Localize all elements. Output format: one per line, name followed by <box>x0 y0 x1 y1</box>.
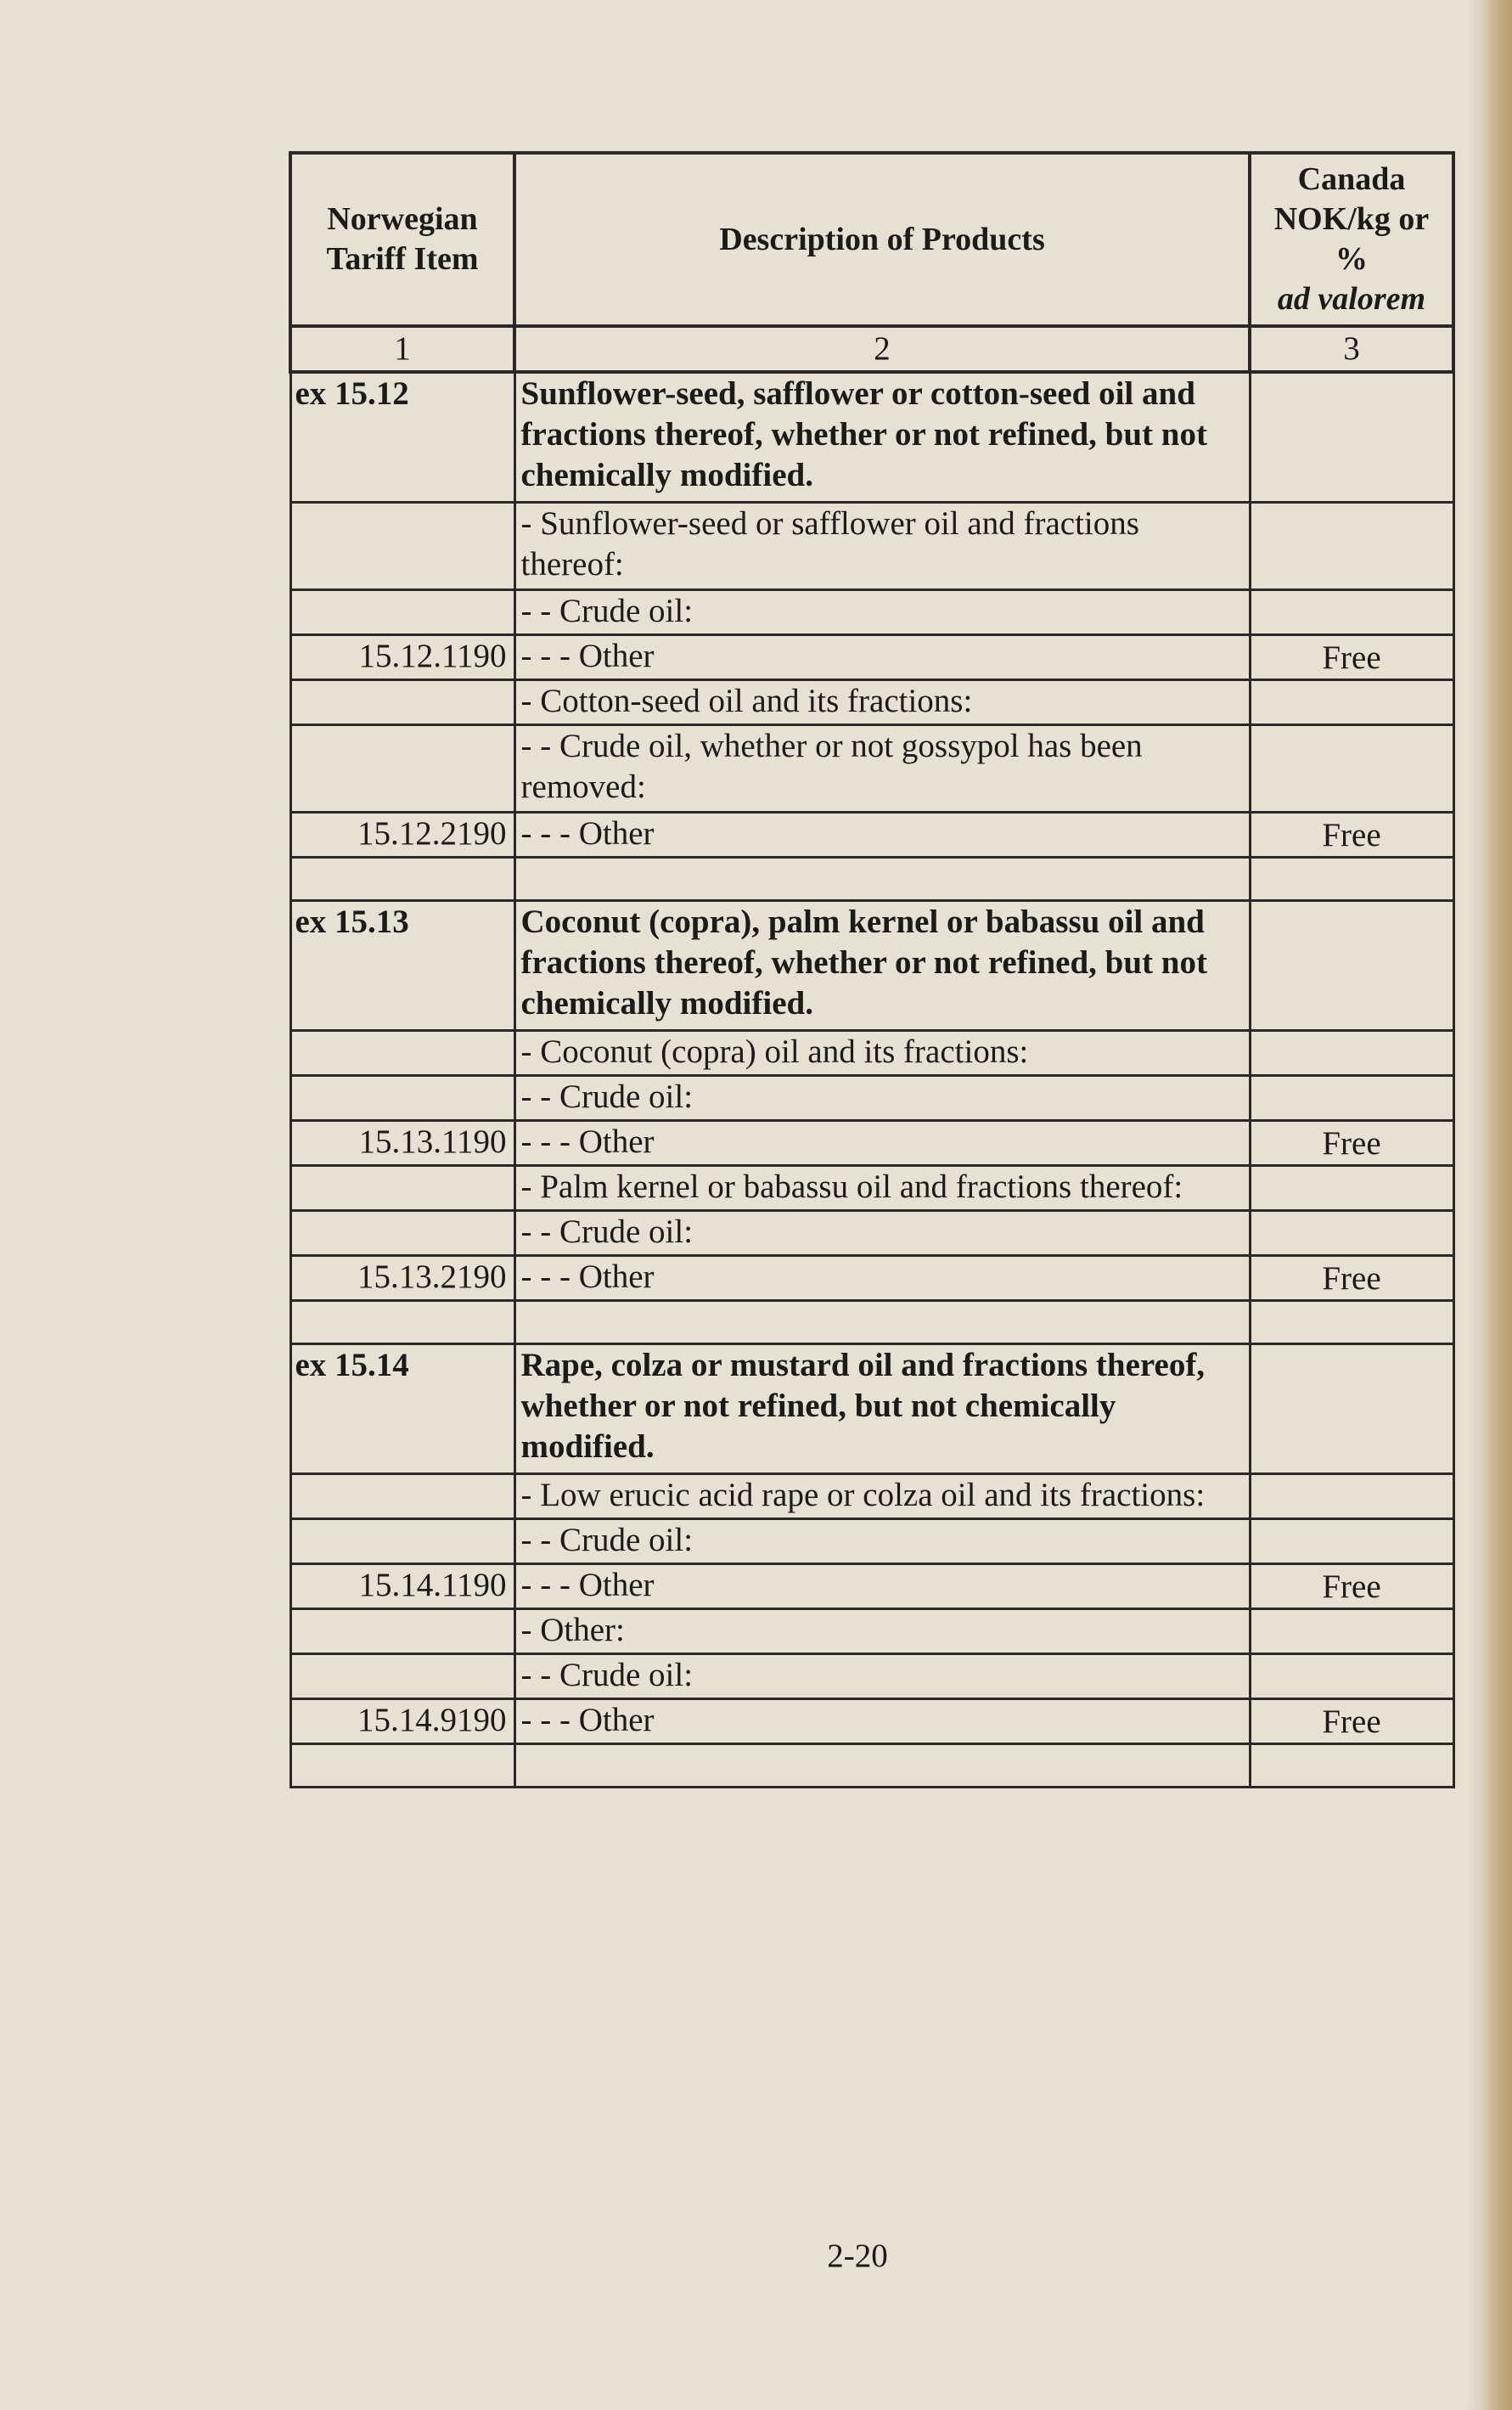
description-cell: - - - Other <box>514 1699 1250 1744</box>
description-cell: - - Crude oil: <box>514 1519 1250 1564</box>
table-row <box>290 1609 1453 1654</box>
header-rate-line1: Canada <box>1297 161 1406 197</box>
table-row <box>290 1166 1453 1211</box>
rate-cell <box>1250 680 1453 725</box>
description-cell: - Coconut (copra) oil and its fractions: <box>514 1031 1250 1076</box>
rate-cell <box>1250 1654 1453 1699</box>
table-row <box>290 813 1453 858</box>
heading-row <box>290 901 1453 1031</box>
description-cell <box>514 1301 1250 1344</box>
description-cell: - - - Other <box>514 813 1250 858</box>
heading-row <box>290 372 1453 503</box>
table-body <box>290 372 1453 1788</box>
table-row <box>290 1211 1453 1256</box>
tariff-item-cell <box>290 1166 514 1211</box>
tariff-item-cell: 15.14.1190 <box>290 1564 514 1609</box>
column-number-row <box>290 326 1453 372</box>
rate-cell <box>1250 1301 1453 1344</box>
description-cell: - - Crude oil, whether or not gossypol has been removed: <box>514 725 1250 813</box>
rate-cell <box>1250 372 1453 503</box>
tariff-item-cell: ex 15.12 <box>290 372 514 503</box>
header-row <box>290 153 1453 326</box>
rate-cell: Free <box>1250 813 1453 858</box>
rate-cell <box>1250 1076 1453 1121</box>
rate-cell <box>1250 1211 1453 1256</box>
tariff-item-cell: 15.13.2190 <box>290 1256 514 1301</box>
description-cell: - - Crude oil: <box>514 1076 1250 1121</box>
header-tariff-item <box>290 153 514 326</box>
header-description: Description of Products <box>514 153 1250 326</box>
table-row <box>290 680 1453 725</box>
description-cell: - Sunflower-seed or safflower oil and fractions thereof: <box>514 503 1250 590</box>
rate-cell <box>1250 1031 1453 1076</box>
tariff-item-cell <box>290 590 514 635</box>
description-cell: Coconut (copra), palm kernel or babassu oil and fractions thereof, whether or not refined, but not chemically modified. <box>514 901 1250 1031</box>
tariff-item-cell <box>290 1301 514 1344</box>
heading-row <box>290 1344 1453 1474</box>
table-row <box>290 1076 1453 1121</box>
description-cell: - - - Other <box>514 635 1250 680</box>
tariff-item-cell <box>290 1609 514 1654</box>
header-rate-line4: ad valorem <box>1277 281 1426 317</box>
description-cell: - Other: <box>514 1609 1250 1654</box>
page-number: 2-20 <box>827 2238 888 2274</box>
tariff-item-cell <box>290 858 514 901</box>
rate-cell <box>1250 1609 1453 1654</box>
tariff-item-cell <box>290 1031 514 1076</box>
rate-cell: Free <box>1250 635 1453 680</box>
tariff-item-cell: 15.12.2190 <box>290 813 514 858</box>
rate-cell <box>1250 590 1453 635</box>
tariff-item-cell <box>290 1744 514 1788</box>
tariff-table <box>289 151 1455 1788</box>
table-row <box>290 1474 1453 1519</box>
description-cell <box>514 1744 1250 1788</box>
tariff-item-cell: 15.12.1190 <box>290 635 514 680</box>
description-cell: - - - Other <box>514 1256 1250 1301</box>
rate-cell: Free <box>1250 1121 1453 1166</box>
spacer-row <box>290 1744 1453 1788</box>
description-cell: - - Crude oil: <box>514 1211 1250 1256</box>
table-row <box>290 635 1453 680</box>
description-cell: - Cotton-seed oil and its fractions: <box>514 680 1250 725</box>
table-row <box>290 590 1453 635</box>
rate-cell <box>1250 725 1453 813</box>
description-cell: - - Crude oil: <box>514 1654 1250 1699</box>
tariff-item-cell <box>290 1654 514 1699</box>
description-cell: - - - Other <box>514 1564 1250 1609</box>
tariff-item-cell <box>290 1474 514 1519</box>
rate-cell: Free <box>1250 1699 1453 1744</box>
table-row <box>290 1654 1453 1699</box>
description-cell: Rape, colza or mustard oil and fractions thereof, whether or not refined, but not chemically modified. <box>514 1344 1250 1474</box>
rate-cell <box>1250 1344 1453 1474</box>
header-rate-line3: % <box>1335 241 1368 277</box>
table-row <box>290 503 1453 590</box>
description-cell <box>514 858 1250 901</box>
column-number-3: 3 <box>1250 326 1453 372</box>
rate-cell <box>1250 858 1453 901</box>
table-row <box>290 725 1453 813</box>
description-cell: Sunflower-seed, safflower or cotton-seed oil and fractions thereof, whether or not refined, but not chemically modified. <box>514 372 1250 503</box>
column-number-1: 1 <box>290 326 514 372</box>
description-cell: - - Crude oil: <box>514 590 1250 635</box>
description-cell: - Palm kernel or babassu oil and fractions thereof: <box>514 1166 1250 1211</box>
page-edge <box>1483 0 1512 2410</box>
rate-cell <box>1250 1744 1453 1788</box>
table-row <box>290 1031 1453 1076</box>
header-tariff-item-line2: Tariff Item <box>326 241 479 277</box>
tariff-item-cell: 15.14.9190 <box>290 1699 514 1744</box>
tariff-item-cell <box>290 1211 514 1256</box>
table-row <box>290 1564 1453 1609</box>
table-row <box>290 1519 1453 1564</box>
header-rate-line2: NOK/kg or <box>1273 201 1430 237</box>
spacer-row <box>290 858 1453 901</box>
rate-cell <box>1250 1474 1453 1519</box>
description-cell: - Low erucic acid rape or colza oil and its fractions: <box>514 1474 1250 1519</box>
rate-cell <box>1250 1166 1453 1211</box>
page-gutter-shadow <box>1466 0 1483 2410</box>
table-row <box>290 1121 1453 1166</box>
tariff-item-cell: ex 15.14 <box>290 1344 514 1474</box>
tariff-item-cell: ex 15.13 <box>290 901 514 1031</box>
description-cell: - - - Other <box>514 1121 1250 1166</box>
tariff-item-cell <box>290 503 514 590</box>
tariff-item-cell <box>290 725 514 813</box>
rate-cell: Free <box>1250 1564 1453 1609</box>
tariff-item-cell: 15.13.1190 <box>290 1121 514 1166</box>
spacer-row <box>290 1301 1453 1344</box>
column-number-2: 2 <box>514 326 1250 372</box>
tariff-item-cell <box>290 680 514 725</box>
rate-cell <box>1250 1519 1453 1564</box>
header-rate <box>1250 153 1453 326</box>
table-row <box>290 1699 1453 1744</box>
rate-cell <box>1250 503 1453 590</box>
header-tariff-item-line1: Norwegian <box>327 201 478 237</box>
rate-cell <box>1250 901 1453 1031</box>
table-row <box>290 1256 1453 1301</box>
rate-cell: Free <box>1250 1256 1453 1301</box>
tariff-item-cell <box>290 1519 514 1564</box>
tariff-item-cell <box>290 1076 514 1121</box>
